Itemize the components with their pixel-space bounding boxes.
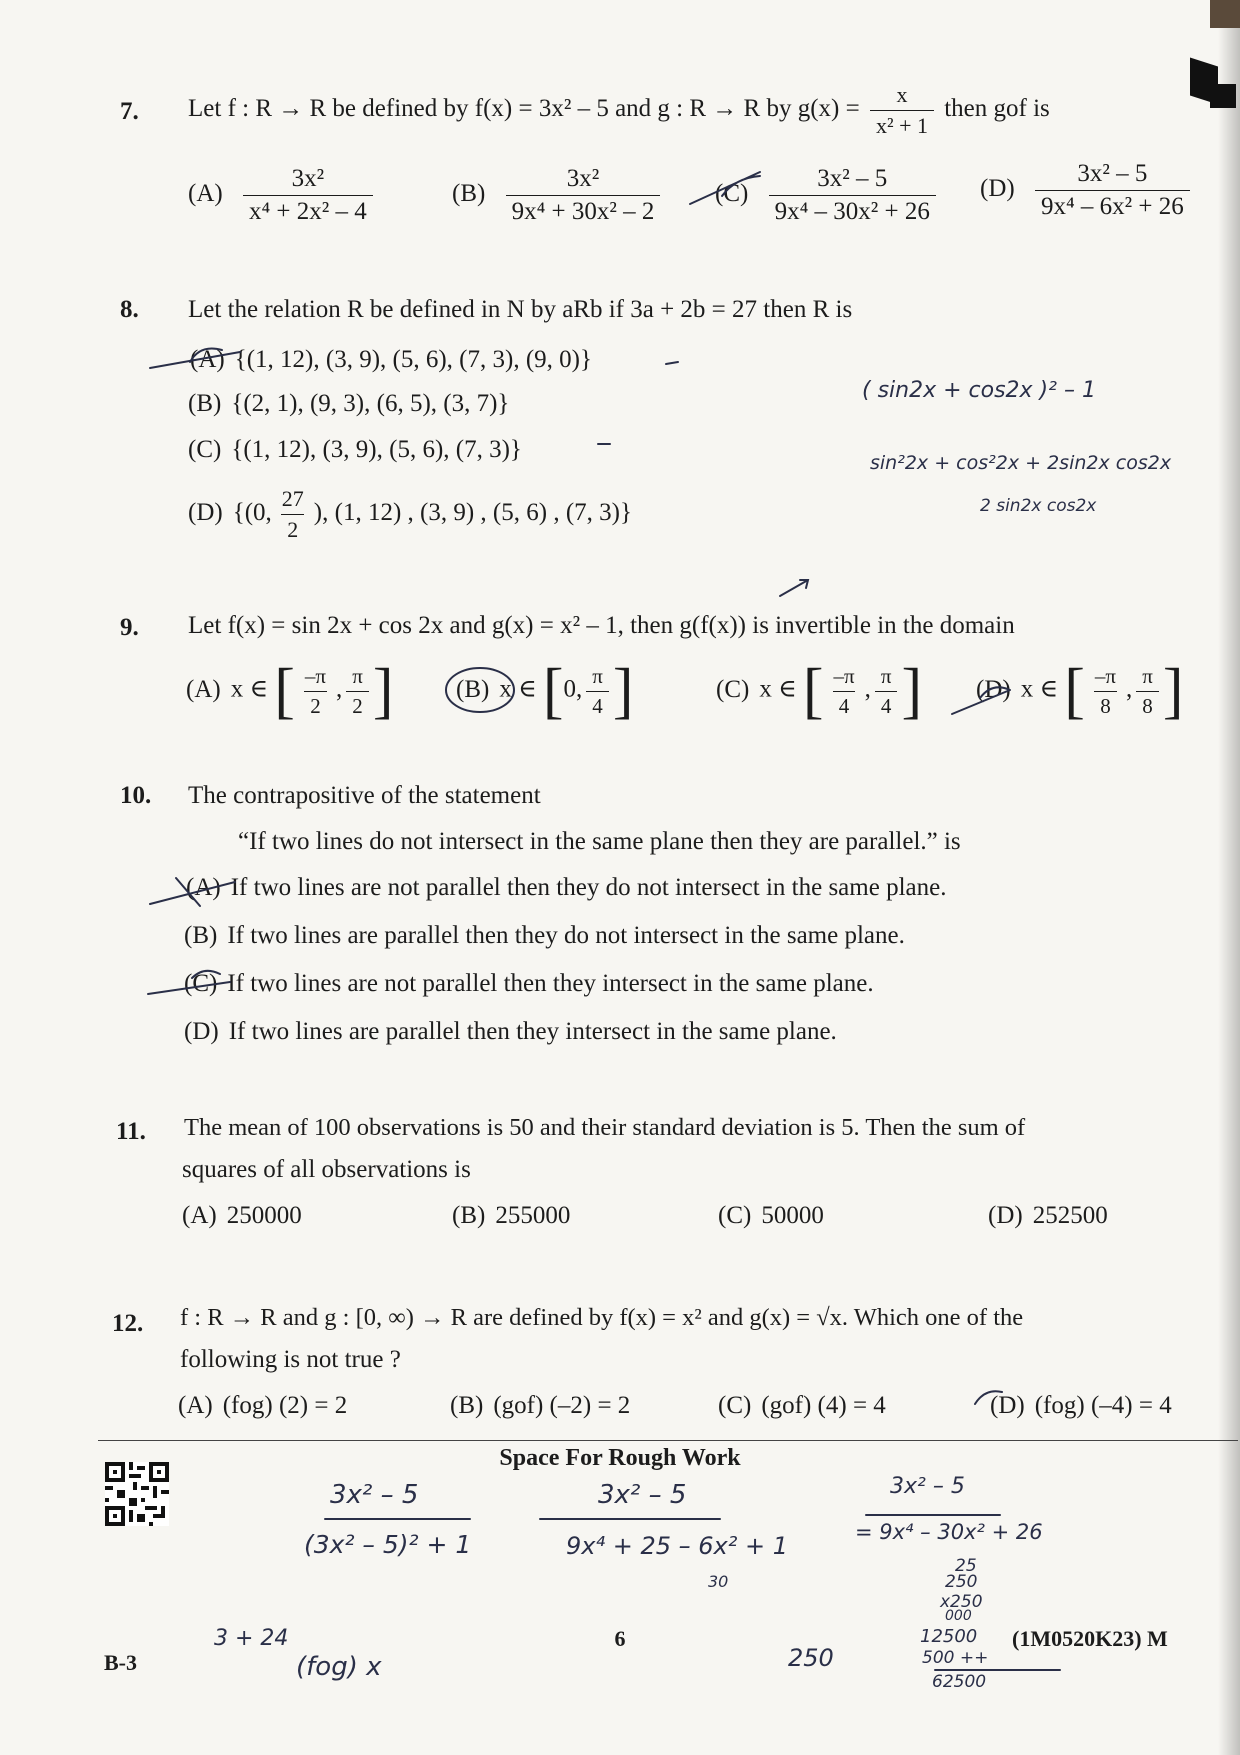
option-text: If two lines are parallel then they intersect in the same plane. bbox=[228, 1018, 837, 1045]
interval-lower: 0 bbox=[563, 675, 576, 703]
option-label: (C) bbox=[715, 180, 749, 208]
tick-mark-q10-c bbox=[148, 971, 230, 994]
rough-2-under: 30 bbox=[708, 1572, 729, 1591]
option-b[interactable]: (B) x ∈ [0, $\frac{\pi}{4}$ ] bbox=[456, 657, 634, 725]
fraction-numerator: π bbox=[1142, 663, 1153, 688]
option-label: (D) bbox=[990, 1392, 1025, 1419]
option-text: (fog) (–4) = 4 bbox=[1034, 1392, 1172, 1419]
option-text: If two lines are not parallel then they intersect in the same plane. bbox=[227, 970, 874, 997]
tick-mark-q12-d bbox=[975, 1391, 1002, 1404]
rough-3-numerator: 3x² – 5 bbox=[890, 1474, 965, 1499]
option-label: (B) bbox=[184, 922, 218, 949]
option-text: 50000 bbox=[761, 1202, 824, 1229]
question-stem: The contrapositive of the statement bbox=[188, 782, 541, 809]
option-text: (fog) (2) = 2 bbox=[222, 1392, 348, 1419]
calc-line-3: x250 bbox=[940, 1592, 983, 1612]
rough-work-title: Space For Rough Work bbox=[499, 1445, 741, 1471]
bracket-open-icon: [ bbox=[542, 657, 564, 725]
option-text: {(1, 12), (3, 9), (5, 6), (7, 3)} bbox=[231, 436, 522, 463]
fraction-denominator: x⁴ + 2x² – 4 bbox=[243, 195, 373, 226]
rough-1-numerator: 3x² – 5 bbox=[330, 1480, 419, 1510]
fraction-numerator: –π bbox=[833, 663, 855, 688]
circle-mark-q9-b bbox=[446, 668, 514, 712]
rough-fraction-bars bbox=[325, 1515, 1000, 1519]
option-label: (C) bbox=[718, 1392, 752, 1419]
set-open: {(0, bbox=[232, 499, 272, 527]
question-stem-continued: squares of all observations is bbox=[182, 1156, 471, 1183]
option-a[interactable]: (A) x ∈ [ $\frac{-\pi}{2}$ , $\frac{\pi}{2}$ ] bbox=[186, 657, 394, 725]
dash-mark-q8-a bbox=[666, 362, 678, 364]
q8-note-1: ( sin2x + cos2x )² – 1 bbox=[862, 378, 1096, 403]
fraction-numerator: –π bbox=[304, 663, 326, 688]
question-number: 9. bbox=[120, 614, 139, 641]
fraction-denominator: 4 bbox=[875, 691, 898, 719]
bracket-close-icon: ] bbox=[901, 657, 923, 725]
question-number: 10. bbox=[120, 782, 152, 809]
option-d[interactable]: (D) x ∈ [ $\frac{-\pi}{8}$ , $\frac{\pi}{8}$ ] bbox=[976, 657, 1184, 725]
fraction-numerator: x bbox=[896, 82, 908, 107]
tick-mark-q7-c bbox=[690, 172, 760, 204]
option-label: (A) bbox=[190, 346, 225, 373]
fraction-denominator: 9x⁴ + 30x² – 2 bbox=[506, 195, 661, 226]
tick-mark-q10-a bbox=[150, 878, 235, 906]
fraction-denominator: 9x⁴ – 6x² + 26 bbox=[1035, 190, 1190, 221]
option-text: 250000 bbox=[226, 1202, 302, 1229]
rough-1-denominator: (3x² – 5)² + 1 bbox=[304, 1530, 472, 1559]
option-label: (B) bbox=[450, 1392, 484, 1419]
interval-lead: x ∈ bbox=[499, 675, 537, 703]
stem-prefix: Let f : R → R be defined by f(x) = 3x² – 5 and g : R → R by g(x) = bbox=[188, 95, 860, 123]
option-label: (B) bbox=[188, 390, 222, 417]
fraction-numerator: 3x² – 5 bbox=[1077, 160, 1148, 187]
rough-fog-note: (fog) x bbox=[296, 1652, 382, 1682]
calc-line-2: 250 bbox=[945, 1572, 978, 1592]
tick-mark-q9-d bbox=[952, 687, 1010, 714]
bracket-open-icon: [ bbox=[802, 657, 824, 725]
fraction-numerator: 3x² bbox=[291, 165, 325, 192]
quoted-statement: “If two lines do not intersect in the same plane then they are parallel.” is bbox=[238, 828, 961, 855]
option-label: (D) bbox=[976, 675, 1011, 703]
bracket-close-icon: ] bbox=[612, 657, 634, 725]
fraction-denominator: 2 bbox=[304, 691, 327, 719]
page-number: 6 bbox=[614, 1626, 626, 1651]
fraction-denominator: 4 bbox=[833, 691, 856, 719]
rough-bottom-middle: 250 bbox=[788, 1644, 834, 1672]
option-label: (A) bbox=[178, 1392, 213, 1419]
option-c[interactable]: (C) x ∈ [ $\frac{-\pi}{4}$ , $\frac{\pi}{4}$ ] bbox=[716, 657, 923, 725]
booklet-code: (1M0520K23) M bbox=[1012, 1626, 1168, 1651]
stem-suffix: then gof is bbox=[944, 95, 1050, 123]
option-text: 255000 bbox=[495, 1202, 571, 1229]
option-label: (D) bbox=[188, 499, 223, 527]
interval-lead: x ∈ bbox=[1020, 675, 1058, 703]
tick-mark-q8-a bbox=[150, 349, 240, 369]
question-stem: f : R → R and g : [0, ∞) → R are defined by f(x) = x² and g(x) = √x. Which one of the bbox=[180, 1304, 1024, 1331]
interval-lead: x ∈ bbox=[230, 675, 268, 703]
fraction-numerator: –π bbox=[1094, 663, 1116, 688]
question-number: 7. bbox=[120, 98, 139, 125]
option-label: (B) bbox=[452, 180, 486, 208]
fraction-numerator: 27 bbox=[281, 486, 304, 511]
option-label: (A) bbox=[186, 874, 221, 901]
option-label: (B) bbox=[456, 675, 490, 703]
question-number: 8. bbox=[120, 296, 139, 323]
option-label: (C) bbox=[718, 1202, 752, 1229]
option-text: {(2, 1), (9, 3), (6, 5), (3, 7)} bbox=[231, 390, 510, 417]
set-rest: ), (1, 12) , (3, 9) , (5, 6) , (7, 3)} bbox=[313, 499, 632, 527]
fraction-denominator: 4 bbox=[586, 691, 609, 719]
question-stem: The mean of 100 observations is 50 and their standard deviation is 5. Then the sum of bbox=[184, 1114, 1026, 1141]
fraction-numerator: 3x² bbox=[566, 165, 600, 192]
question-stem-continued: following is not true ? bbox=[180, 1346, 401, 1373]
option-label: (A) bbox=[186, 675, 221, 703]
paper-set-code: B-3 bbox=[104, 1650, 137, 1675]
question-stem: Let the relation R be defined in N by aRb if 3a + 2b = 27 then R is bbox=[188, 296, 853, 323]
calc-line-1: 25 bbox=[955, 1556, 977, 1576]
option-label: (D) bbox=[988, 1202, 1023, 1229]
option-label: (A) bbox=[182, 1202, 217, 1229]
fraction-numerator: π bbox=[880, 663, 892, 688]
option-text: {(1, 12), (3, 9), (5, 6), (7, 3), (9, 0)} bbox=[234, 346, 592, 373]
fraction-denominator: 8 bbox=[1136, 691, 1159, 719]
question-number: 12. bbox=[112, 1310, 144, 1337]
option-label: (C) bbox=[188, 436, 222, 463]
option-label: (D) bbox=[980, 175, 1015, 203]
rough-3-denominator: = 9x⁴ – 30x² + 26 bbox=[855, 1520, 1043, 1544]
q8-note-3: 2 sin2x cos2x bbox=[980, 496, 1097, 516]
fraction-denominator: x² + 1 bbox=[870, 110, 934, 139]
fraction-numerator: π bbox=[352, 663, 363, 688]
arrow-mark bbox=[780, 580, 808, 596]
fraction-denominator: 2 bbox=[281, 514, 304, 543]
calc-line-6: 500 ++ bbox=[922, 1648, 989, 1668]
option-text: (gof) (–2) = 2 bbox=[493, 1392, 631, 1419]
bracket-close-icon: ] bbox=[1162, 657, 1184, 725]
bracket-open-icon: [ bbox=[274, 657, 295, 725]
option-label: (A) bbox=[188, 180, 223, 208]
calc-line-4: 000 bbox=[945, 1608, 972, 1624]
bracket-close-icon: ] bbox=[372, 657, 394, 725]
option-label: (C) bbox=[716, 675, 750, 703]
question-stem: Let f(x) = sin 2x + cos 2x and g(x) = x² – 1, then g(f(x)) is invertible in the domain bbox=[188, 612, 1015, 639]
rough-2-denominator: 9x⁴ + 25 – 6x² + 1 bbox=[566, 1532, 788, 1560]
option-text: If two lines are not parallel then they do not intersect in the same plane. bbox=[230, 874, 947, 901]
fraction-denominator: 2 bbox=[346, 691, 369, 719]
option-text: 252500 bbox=[1032, 1202, 1108, 1229]
option-label: (B) bbox=[452, 1202, 486, 1229]
option-text: If two lines are parallel then they do not intersect in the same plane. bbox=[227, 922, 905, 949]
q8-note-2: sin²2x + cos²2x + 2sin2x cos2x bbox=[870, 452, 1172, 474]
bracket-open-icon: [ bbox=[1064, 657, 1085, 725]
interval-lead: x ∈ bbox=[759, 675, 797, 703]
option-label: (C) bbox=[184, 970, 218, 997]
fraction-denominator: 9x⁴ – 30x² + 26 bbox=[769, 195, 936, 226]
calc-line-7: 62500 bbox=[932, 1672, 987, 1692]
fraction-numerator: 3x² – 5 bbox=[817, 165, 888, 192]
fraction-denominator: 8 bbox=[1094, 691, 1117, 719]
rough-2-numerator: 3x² – 5 bbox=[598, 1480, 687, 1510]
option-text: (gof) (4) = 4 bbox=[761, 1392, 886, 1419]
option-label: (D) bbox=[184, 1018, 219, 1045]
question-number: 11. bbox=[116, 1118, 146, 1145]
rough-bottom-left: 3 + 24 bbox=[214, 1626, 289, 1651]
fraction-numerator: π bbox=[592, 663, 603, 688]
calc-line-5: 12500 bbox=[920, 1626, 978, 1647]
